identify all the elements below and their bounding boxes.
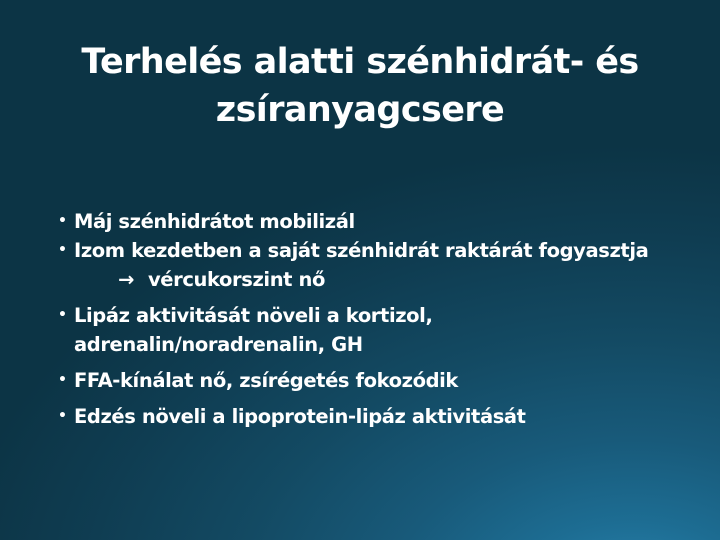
bullet-item-lipase [56, 301, 706, 359]
spacer [56, 359, 706, 366]
slide-title-line-1: Terhelés alatti szénhidrát- és [81, 42, 639, 82]
bullet-text: Izom kezdetben a saját szénhidrát raktárát fogyasztja [74, 239, 649, 262]
spacer [56, 294, 706, 301]
bullet-icon: • [58, 213, 67, 229]
bullet-item-ffa [56, 366, 706, 395]
bullet-icon: • [58, 408, 67, 424]
bullet-icon: • [58, 242, 67, 258]
bullet-item-training [56, 402, 706, 431]
bullet-text-line-2: adrenalin/noradrenalin, GH [74, 333, 363, 356]
bullet-text: FFA-kínálat nő, zsírégetés fokozódik [74, 369, 458, 392]
bullet-text: Máj szénhidrátot mobilizál [74, 210, 355, 233]
slide-title-line-2: zsíranyagcsere [215, 90, 505, 130]
spacer [56, 395, 706, 402]
bullet-text-line-1: Lipáz aktivitását növeli a kortizol, [74, 304, 433, 327]
bullet-item-muscle [56, 236, 706, 265]
sub-item-text: vércukorszint nő [148, 268, 325, 291]
arrow-right-icon: → [118, 268, 134, 291]
bullet-item-liver [56, 207, 706, 236]
slide-title [60, 38, 660, 134]
bullet-text: Edzés növeli a lipoprotein-lipáz aktivitását [74, 405, 526, 428]
bullet-icon: • [58, 372, 67, 388]
bullet-icon: • [58, 307, 67, 323]
sub-item-blood-glucose [56, 265, 706, 294]
bullet-list [56, 207, 706, 431]
